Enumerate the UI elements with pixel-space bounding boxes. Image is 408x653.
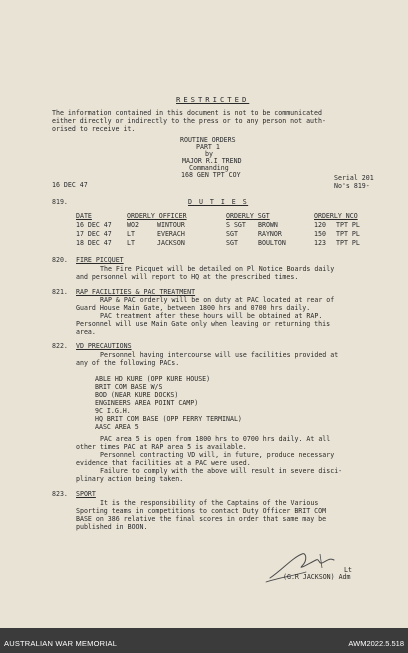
duty-row-3-officer-rank: LT: [127, 239, 135, 247]
vd-line-2: any of the following PACs.: [76, 359, 180, 367]
rap-line-2: Guard House Main Gate, between 1800 hrs and 0700 hrs daily.: [76, 304, 311, 312]
fire-picquet-line-2: and personnel will report to HQ at the prescribed times.: [76, 273, 299, 281]
orders-officer: MAJOR R.I TREND: [182, 157, 242, 165]
pac-location-5: 9C I.G.H.: [95, 407, 131, 415]
vd-line-1: Personnel having intercourse will use facilities provided at: [100, 351, 339, 359]
duty-row-2-nco-unit: TPT PL: [336, 230, 360, 238]
footer-institution: AUSTRALIAN WAR MEMORIAL: [4, 639, 118, 648]
vd-closing-line-1: PAC area 5 is open from 1800 hrs to 0700 hrs daily. At all: [100, 435, 331, 443]
duties-heading: D U T I E S: [188, 198, 249, 206]
duty-row-1-officer-name: WINTOUR: [157, 221, 185, 229]
section-number-823: 823.: [52, 490, 68, 498]
sport-line-1: It is the responsibility of the Captains of the Various: [100, 499, 319, 507]
duty-row-3-nco-number: 123: [314, 239, 326, 247]
sport-line-2: Sporting teams in competitions to contact Duty Officer BRIT COM: [76, 507, 327, 515]
duty-row-3-date: 18 DEC 47: [76, 239, 112, 247]
pac-location-7: AASC AREA 5: [95, 423, 139, 431]
rap-heading: RAP FACILITIES & PAC TREATMENT: [76, 288, 196, 296]
intro-line-3: orised to receive it.: [52, 125, 136, 133]
section-number-821: 821.: [52, 288, 68, 296]
pac-location-4: ENGINEERS AREA POINT CAMP): [95, 399, 199, 407]
orders-unit: 168 GEN TPT COY: [181, 171, 241, 179]
sport-line-3: BASE on 386 relative the final scores in order that same may be: [76, 515, 327, 523]
duty-row-3-officer-name: JACKSON: [157, 239, 185, 247]
duties-col-nco: ORDERLY NCO: [314, 212, 358, 220]
duty-row-2-officer-rank: LT: [127, 230, 135, 238]
duties-col-officer: ORDERLY OFFICER: [127, 212, 187, 220]
signature-rank: Lt: [344, 566, 352, 574]
duty-row-2-sgt-name: RAYNOR: [258, 230, 282, 238]
classification-heading: RESTRICTED: [176, 95, 250, 104]
duty-row-1-nco-unit: TPT PL: [336, 221, 360, 229]
rap-line-5: area.: [76, 328, 96, 336]
intro-line-1: The information contained in this document is not to be communicated: [52, 109, 322, 117]
duty-row-3-sgt-name: BOULTON: [258, 239, 286, 247]
intro-line-2: either directly or indirectly to the press or to any person not auth-: [52, 117, 326, 125]
vd-closing-line-6: plinary action being taken.: [76, 475, 184, 483]
orders-part: PART 1: [196, 143, 220, 151]
duties-col-date: DATE: [76, 212, 92, 220]
signature-name: (G.R JACKSON) Adm: [283, 573, 351, 581]
vd-heading: VD PRECAUTIONS: [76, 342, 132, 350]
section-number-820: 820.: [52, 256, 68, 264]
vd-closing-line-4: evidence that facilities at a PAC were used.: [76, 459, 251, 467]
duty-row-3-sgt-rank: SGT: [226, 239, 238, 247]
vd-closing-line-5: Failure to comply with the above will result in severe disci-: [100, 467, 343, 475]
duty-row-3-nco-unit: TPT PL: [336, 239, 360, 247]
orders-title: ROUTINE ORDERS: [180, 136, 236, 144]
duty-row-2-nco-number: 150: [314, 230, 326, 238]
pac-location-3: BOD (NEAR KURE DOCKS): [95, 391, 179, 399]
orders-by: by: [205, 150, 213, 158]
duty-row-1-date: 16 DEC 47: [76, 221, 112, 229]
pac-location-6: HQ BRIT COM BASE (OPP FERRY TERMINAL): [95, 415, 242, 423]
duty-row-1-sgt-rank: S SGT: [226, 221, 246, 229]
duty-row-1-officer-rank: WO2: [127, 221, 139, 229]
serial-number: Serial 201: [334, 174, 374, 182]
section-number-822: 822.: [52, 342, 68, 350]
duty-row-1-sgt-name: BROWN: [258, 221, 278, 229]
archive-footer: [0, 628, 408, 653]
rap-line-3: PAC treatment after these hours will be obtained at RAP.: [100, 312, 323, 320]
fire-picquet-line-1: The Fire Picquet will be detailed on Pl Notice Boards daily: [100, 265, 335, 273]
section-number-819: 819.: [52, 198, 68, 206]
rap-line-4: Personnel will use Main Gate only when leaving or returning this: [76, 320, 331, 328]
duties-col-sgt: ORDERLY SGT: [226, 212, 270, 220]
sport-heading: SPORT: [76, 490, 96, 498]
pac-location-1: ABLE HD KURE (OPP KURE HOUSE): [95, 375, 211, 383]
duty-row-2-sgt-rank: SGT: [226, 230, 238, 238]
fire-picquet-heading: FIRE PICQUET: [76, 256, 124, 264]
orders-commanding: Commanding: [189, 164, 229, 172]
pac-location-2: BRIT COM BASE W/S: [95, 383, 163, 391]
footer-accession-number: AWM2022.5.518: [348, 639, 404, 648]
vd-closing-line-2: other times PAC at RAP area 5 is available.: [76, 443, 247, 451]
duty-row-2-officer-name: EVERACH: [157, 230, 185, 238]
rap-line-1: RAP & PAC orderly will be on duty at PAC located at rear of: [100, 296, 335, 304]
order-numbers: No's 819-: [334, 182, 370, 190]
duty-row-1-nco-number: 120: [314, 221, 326, 229]
handwritten-signature: [262, 548, 372, 588]
vd-closing-line-3: Personnel contracting VD will, in future, produce necessary: [100, 451, 335, 459]
document-date: 16 DEC 47: [52, 181, 88, 189]
duty-row-2-date: 17 DEC 47: [76, 230, 112, 238]
sport-line-4: published in BOON.: [76, 523, 148, 531]
